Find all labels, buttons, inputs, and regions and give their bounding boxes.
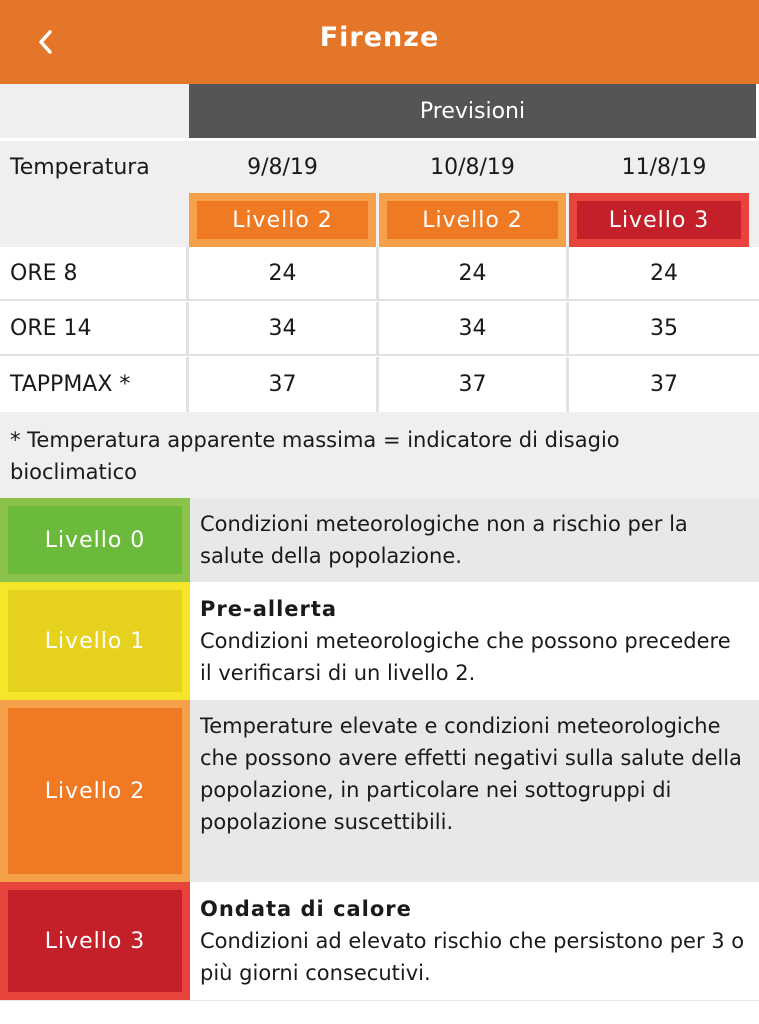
level-badge bbox=[189, 193, 376, 247]
legend-description bbox=[190, 882, 759, 1000]
value-cell: 37 bbox=[569, 357, 759, 412]
value-cell: 35 bbox=[569, 302, 759, 354]
row-label: ORE 8 bbox=[0, 247, 186, 299]
date-cell: 10/8/19 bbox=[430, 154, 515, 180]
app-bar bbox=[0, 0, 759, 84]
date-cell: 11/8/19 bbox=[621, 154, 707, 180]
legend-title: Pre-allerta bbox=[200, 597, 338, 621]
level-badge-label: Livello 3 bbox=[577, 201, 741, 239]
legend-body: Condizioni meteorologiche non a rischio per la salute della popolazione. bbox=[200, 512, 688, 568]
value-cell: 24 bbox=[379, 247, 566, 299]
table-row bbox=[0, 302, 759, 356]
legend-body: Condizioni ad elevato rischio che persistono per 3 o più giorni consecutivi. bbox=[200, 929, 745, 985]
legend-badge-label: Livello 2 bbox=[8, 708, 182, 874]
legend-title: Ondata di calore bbox=[200, 897, 412, 921]
table-row bbox=[0, 357, 759, 412]
level-badge-label: Livello 2 bbox=[387, 201, 558, 239]
legend-item-livello-3 bbox=[0, 882, 759, 1000]
legend-body: Temperature elevate e condizioni meteorologiche che possono avere effetti negativi sulla salute della popolazione, in particolare nei sottogruppi di popolazione suscettibili. bbox=[200, 714, 742, 834]
legend-badge bbox=[0, 882, 190, 1000]
table-group-header-row bbox=[0, 84, 759, 138]
table-row bbox=[0, 247, 759, 301]
value-cell: 34 bbox=[189, 302, 376, 354]
legend-description bbox=[190, 498, 759, 582]
legend-badge-label: Livello 3 bbox=[8, 890, 182, 992]
legend-item-livello-0 bbox=[0, 498, 759, 582]
legend-badge-label: Livello 1 bbox=[8, 590, 182, 692]
footnote: * Temperatura apparente massima = indicatore di disagio bioclimatico bbox=[0, 412, 759, 498]
level-badge-label: Livello 2 bbox=[197, 201, 368, 239]
legend-badge bbox=[0, 498, 190, 582]
row-label: ORE 14 bbox=[0, 302, 186, 354]
date-cell: 9/8/19 bbox=[247, 154, 318, 180]
date-header-row bbox=[0, 141, 759, 193]
legend-badge-label: Livello 0 bbox=[8, 506, 182, 574]
row-header-temperatura: Temperatura bbox=[10, 154, 150, 180]
legend-badge bbox=[0, 582, 190, 700]
legend-body: Condizioni meteorologiche che possono precedere il verificarsi di un livello 2. bbox=[200, 629, 731, 685]
value-cell: 24 bbox=[569, 247, 759, 299]
bottom-spacer bbox=[0, 1000, 759, 1024]
value-cell: 37 bbox=[379, 357, 566, 412]
empty-level-label-cell bbox=[0, 193, 186, 247]
level-row bbox=[0, 193, 759, 247]
value-cell: 37 bbox=[189, 357, 376, 412]
empty-corner-cell bbox=[0, 84, 189, 138]
row-label: TAPPMAX * bbox=[0, 357, 186, 412]
level-badge bbox=[569, 193, 749, 247]
legend-description bbox=[190, 700, 759, 882]
value-cell: 24 bbox=[189, 247, 376, 299]
legend-item-livello-2 bbox=[0, 700, 759, 882]
value-cell: 34 bbox=[379, 302, 566, 354]
page-title: Firenze bbox=[319, 22, 440, 53]
level-badge bbox=[379, 193, 566, 247]
legend-description bbox=[190, 582, 759, 700]
legend-item-livello-1 bbox=[0, 582, 759, 700]
forecast-group-header: Previsioni bbox=[189, 84, 756, 138]
legend-badge bbox=[0, 700, 190, 882]
